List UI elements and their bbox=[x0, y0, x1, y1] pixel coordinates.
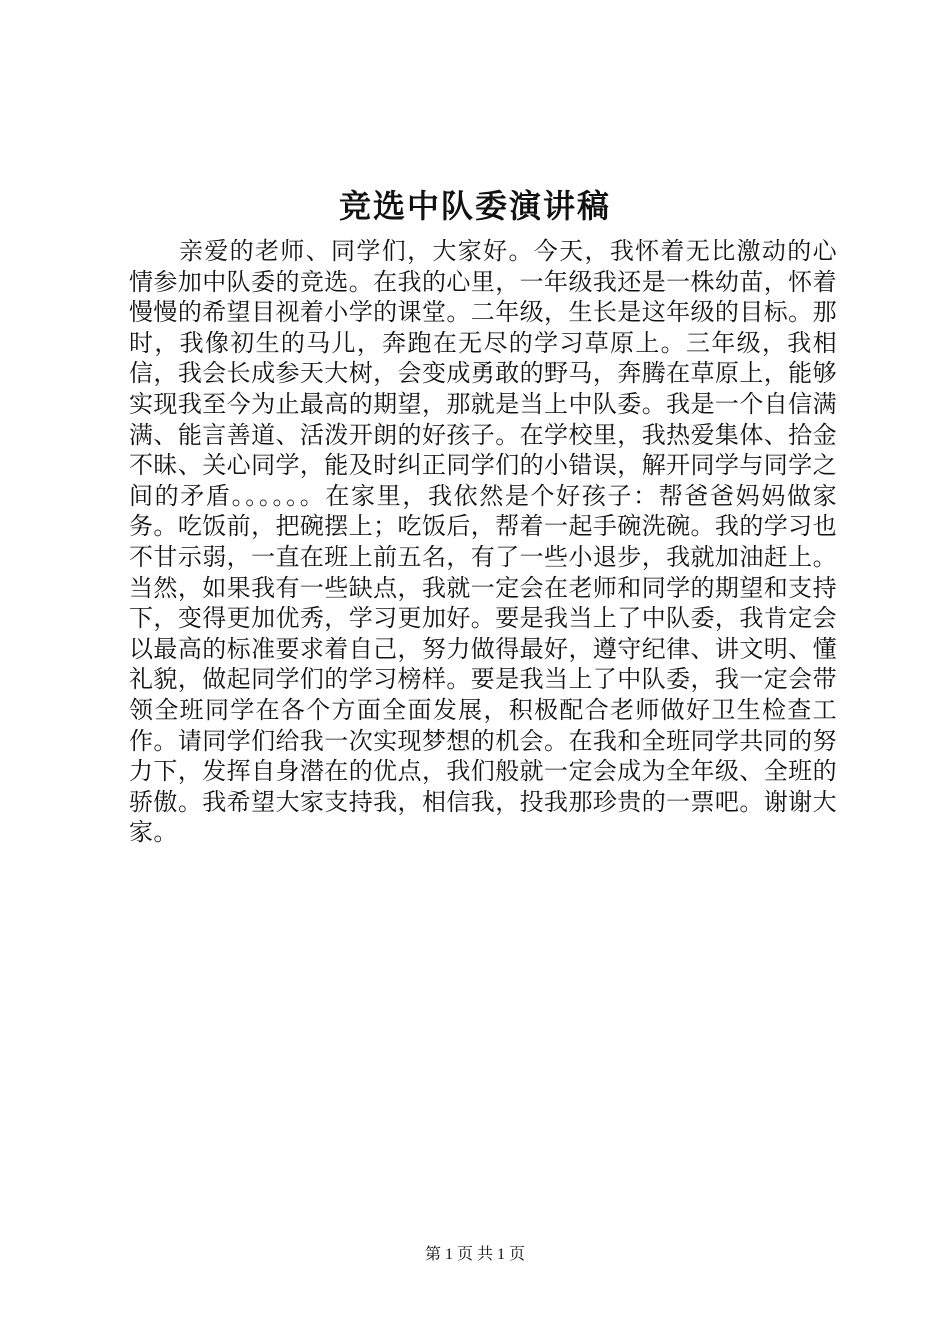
document-title: 竞选中队委演讲稿 bbox=[338, 187, 611, 225]
document-body-paragraph: 亲爱的老师、同学们，大家好。今天，我怀着无比激动的心情参加中队委的竞选。在我的心里，一年级我还是一株幼苗，怀着慢慢的希望目视着小学的课堂。二年级，生长是这年级的目标。那时，我像初生的马儿，奔跑在无尽的学习草原上。三年级，我相信，我会长成参天大树，会变成勇敢的野马，奔腾在草原上，能够实现我至今为止最高的期望，那就是当上中队委。我是一个自信满满、能言善道、活泼开朗的好孩子。在学校里，我热爱集体、拾金不昧、关心同学，能及时纠正同学们的小错误，解开同学与同学之间的矛盾。。。。。。在家里，我依然是个好孩子：帮爸爸妈妈做家务。吃饭前，把碗摆上；吃饭后，帮着一起手碗洗碗。我的学习也不甘示弱，一直在班上前五名，有了一些小退步，我就加油赶上。当然，如果我有一些缺点，我就一定会在老师和同学的期望和支持下，变得更加优秀，学习更加好。要是我当上了中队委，我肯定会以最高的标准要求着自己，努力做得最好，遵守纪律、讲文明、懂礼貌，做起同学们的学习榜样。要是我当上了中队委，我一定会带领全班同学在各个方面全面发展，积极配合老师做好卫生检查工作。请同学们给我一次实现梦想的机会。在我和全班同学共同的努力下，发挥自身潜在的优点，我们般就一定会成为全年级、全班的骄傲。我希望大家支持我，相信我，投我那珍贵的一票吧。谢谢大家。 bbox=[129, 237, 837, 847]
page-number-footer: 第 1 页 共 1 页 bbox=[424, 1246, 525, 1263]
